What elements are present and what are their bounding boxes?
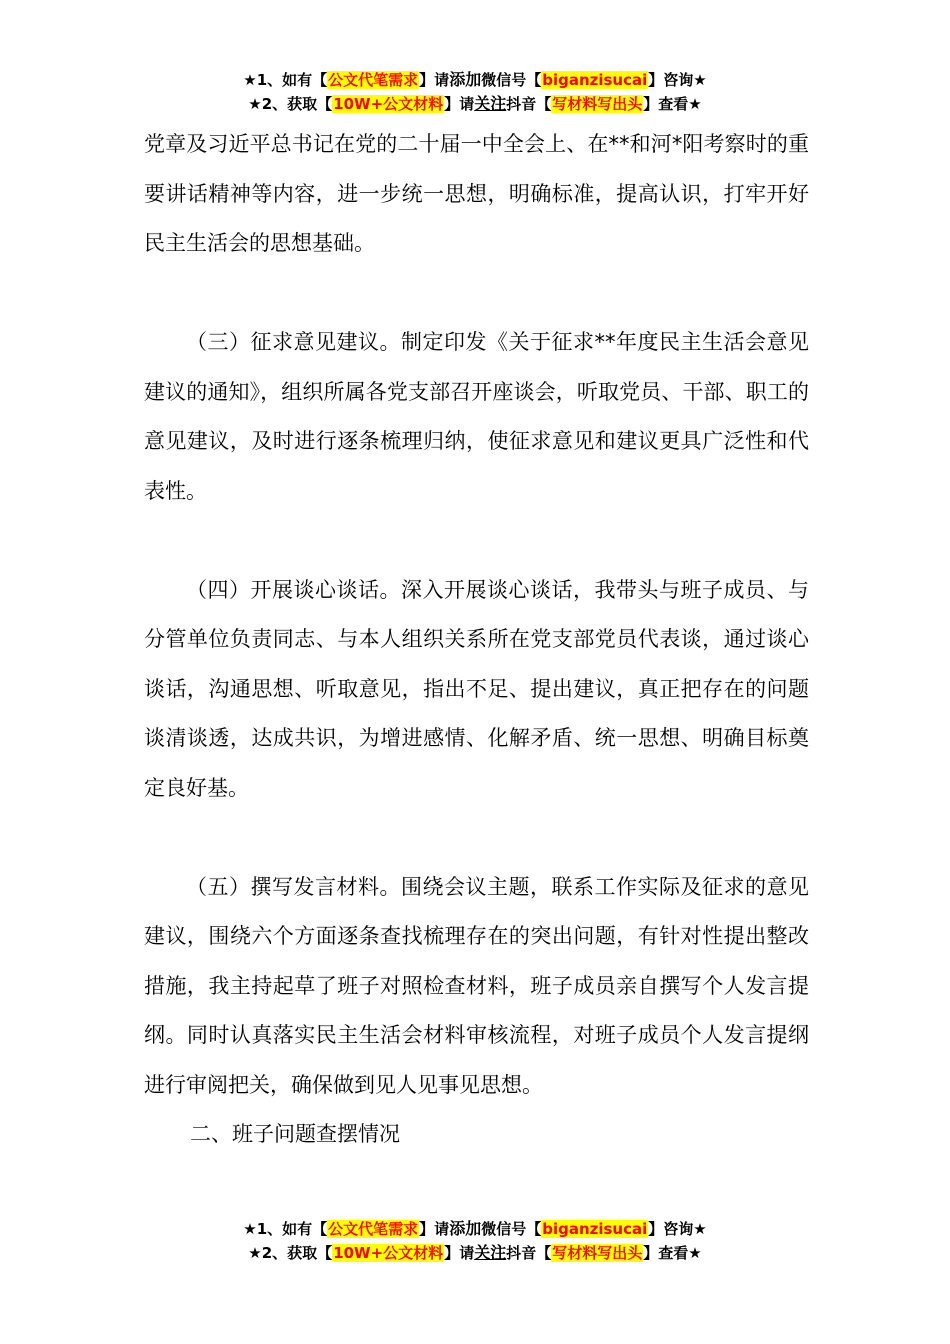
banner-text: 】请 [444,1244,475,1262]
banner-line-1 [0,1217,950,1241]
banner-highlight: 写材料写出头 [552,95,643,113]
banner-highlight: 写材料写出头 [552,1244,643,1262]
banner-text: ★1、如有【 [243,71,328,89]
banner-emphasis: 关注 [474,1243,507,1262]
bottom-banner [0,1217,950,1265]
banner-emphasis: 关注 [474,94,507,113]
banner-highlight: 公文代笔需求 [328,71,419,89]
banner-line-2 [0,1241,950,1265]
banner-text: 】请 [419,71,450,89]
banner-text: 】请 [419,1220,450,1238]
paragraph-solicit-opinions: （三）征求意见建议。制定印发《关于征求**年度民主生活会意见建议的通知》，组织所属各党支部召开座谈会，听取党员、干部、职工的意见建议，及时进行逐条梳理归纳，使征求意见和建议更具广泛性和代表性。 [144,330,809,503]
banner-text: 】咨询★ [648,1220,707,1238]
banner-text: 】咨询★ [648,71,707,89]
banner-text: ★2、获取【 [248,95,333,113]
section-heading: 二、班子问题查摆情况 [190,1122,400,1146]
banner-emphasis: 添加 [449,1219,482,1238]
banner-text: 微信号【 [481,1220,542,1238]
banner-text: 微信号【 [481,71,542,89]
banner-text: ★1、如有【 [243,1220,328,1238]
paragraph-speech-materials: （五）撰写发言材料。围绕会议主题，联系工作实际及征求的意见建议，围绕六个方面逐条查找梳理存在的突出问题，有针对性提出整改措施，我主持起草了班子对照检查材料，班子成员亲自撰写个人发言提纲。同时认真落实民主生活会材料审核流程，对班子成员个人发言提纲进行审阅把关，确保做到见人见事见思想。 [144,874,809,1097]
banner-text: 】请 [444,95,475,113]
banner-highlight: 10W+公文材料 [333,95,444,113]
banner-emphasis: 添加 [449,70,482,89]
banner-highlight: biganzisucai [542,71,648,89]
banner-text: 抖音【 [506,1244,552,1262]
top-banner [0,68,950,116]
paragraph-heart-to-heart-talks: （四）开展谈心谈话。深入开展谈心谈话，我带头与班子成员、与分管单位负责同志、与本人组织关系所在党支部党员代表谈，通过谈心谈话，沟通思想、听取意见，指出不足、提出建议，真正把存在的问题谈清谈透，达成共识，为增进感情、化解矛盾、统一思想、明确目标奠定良好基。 [144,577,809,800]
document-body [144,120,809,1160]
banner-highlight: 10W+公文材料 [333,1244,444,1262]
paragraph-continuation: 党章及习近平总书记在党的二十届一中全会上、在**和河*阳考察时的重要讲话精神等内容，进一步统一思想，明确标准，提高认识，打牢开好民主生活会的思想基础。 [144,132,809,255]
banner-text: ★2、获取【 [248,1244,333,1262]
banner-text: 】查看★ [643,1244,702,1262]
banner-text: 抖音【 [506,95,552,113]
banner-highlight: 公文代笔需求 [328,1220,419,1238]
banner-text: 】查看★ [643,95,702,113]
banner-line-2 [0,92,950,116]
banner-line-1 [0,68,950,92]
banner-highlight: biganzisucai [542,1220,648,1238]
